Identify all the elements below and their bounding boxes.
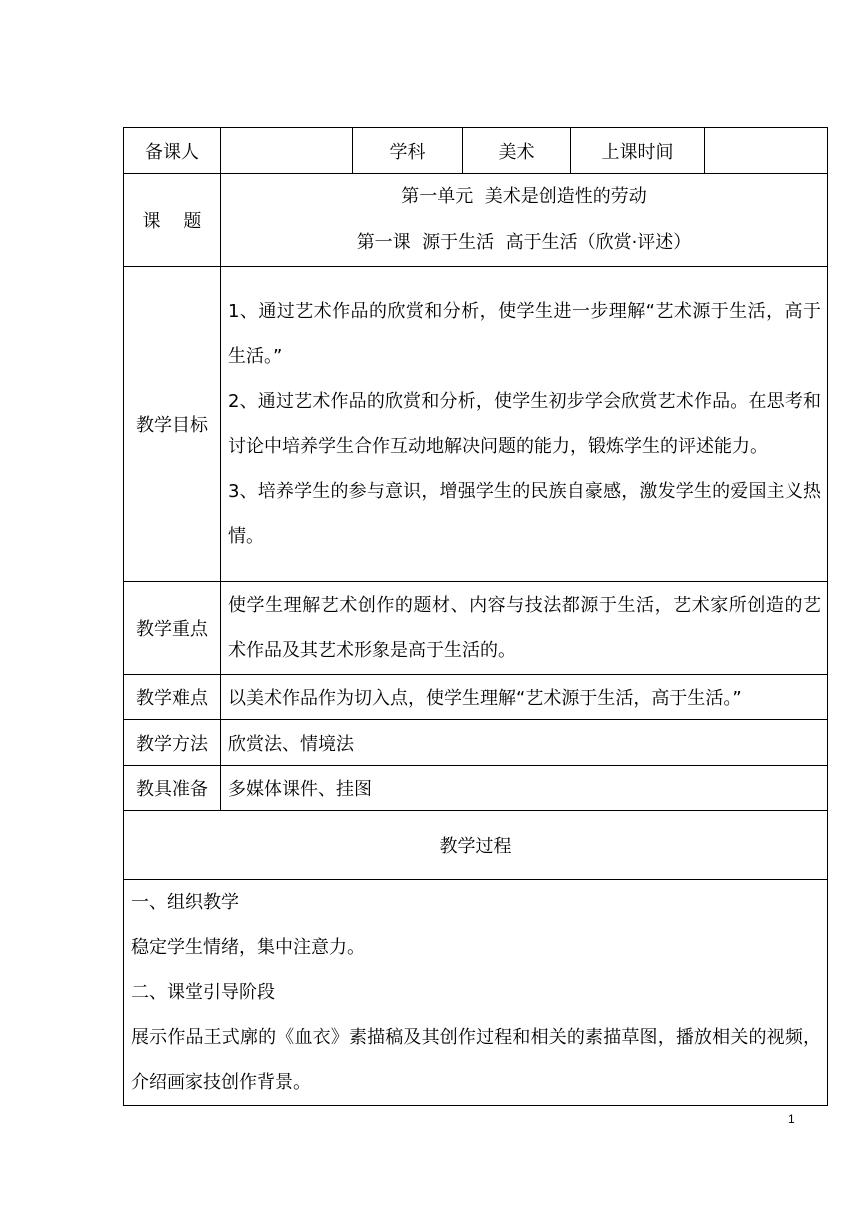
goals-content xyxy=(221,267,828,582)
process-title: 教学过程 xyxy=(124,811,828,880)
tools-text: 多媒体课件、挂图 xyxy=(221,766,828,811)
header-row xyxy=(124,128,828,174)
unit-title: 第一单元 美术是创造性的劳动 xyxy=(401,186,647,207)
methods-text: 欣赏法、情境法 xyxy=(221,720,828,766)
goals-row xyxy=(124,267,828,582)
methods-label: 教学方法 xyxy=(124,720,221,766)
process-title-row xyxy=(124,811,828,880)
subject-label: 学科 xyxy=(353,128,463,174)
lesson-plan-table xyxy=(123,127,828,1106)
preparer-value xyxy=(221,128,353,174)
lesson-title: 第一课 源于生活 高于生活（欣赏·评述） xyxy=(356,232,692,253)
process-line: 二、课堂引导阶段 xyxy=(131,982,275,1003)
preparer-label: 备课人 xyxy=(124,128,221,174)
tools-row xyxy=(124,766,828,811)
difficulties-text: 以美术作品作为切入点，使学生理解“艺术源于生活，高于生活。” xyxy=(221,675,828,720)
key-points-label: 教学重点 xyxy=(124,582,221,675)
difficulties-label: 教学难点 xyxy=(124,675,221,720)
methods-row xyxy=(124,720,828,766)
subject-value: 美术 xyxy=(463,128,571,174)
topic-row xyxy=(124,174,828,267)
process-line: 展示作品王式廓的《血衣》素描稿及其创作过程和相关的素描草图，播放相关的视频，介绍画家技创作背景。 xyxy=(131,1027,821,1093)
process-content-row xyxy=(124,880,828,1106)
goal-item: 2、通过艺术作品的欣赏和分析，使学生初步学会欣赏艺术作品。在思考和讨论中培养学生合作互动地解决问题的能力，锻炼学生的评述能力。 xyxy=(228,391,821,457)
key-points-content xyxy=(221,582,828,675)
class-time-value xyxy=(705,128,828,174)
key-points-row xyxy=(124,582,828,675)
tools-label: 教具准备 xyxy=(124,766,221,811)
goal-item: 3、培养学生的参与意识，增强学生的民族自豪感，激发学生的爱国主义热情。 xyxy=(228,481,821,547)
process-line: 稳定学生情绪，集中注意力。 xyxy=(131,937,365,958)
topic-content xyxy=(221,174,828,267)
class-time-label: 上课时间 xyxy=(571,128,705,174)
topic-label: 课 题 xyxy=(124,174,221,267)
process-content xyxy=(124,880,828,1106)
difficulties-row xyxy=(124,675,828,720)
goal-item: 1、通过艺术作品的欣赏和分析，使学生进一步理解“艺术源于生活，高于生活。” xyxy=(228,301,821,367)
goals-label: 教学目标 xyxy=(124,267,221,582)
page-number: 1 xyxy=(788,1112,795,1126)
process-line: 一、组织教学 xyxy=(131,892,239,913)
key-points-text: 使学生理解艺术创作的题材、内容与技法都源于生活，艺术家所创造的艺术作品及其艺术形象是高于生活的。 xyxy=(228,595,821,661)
